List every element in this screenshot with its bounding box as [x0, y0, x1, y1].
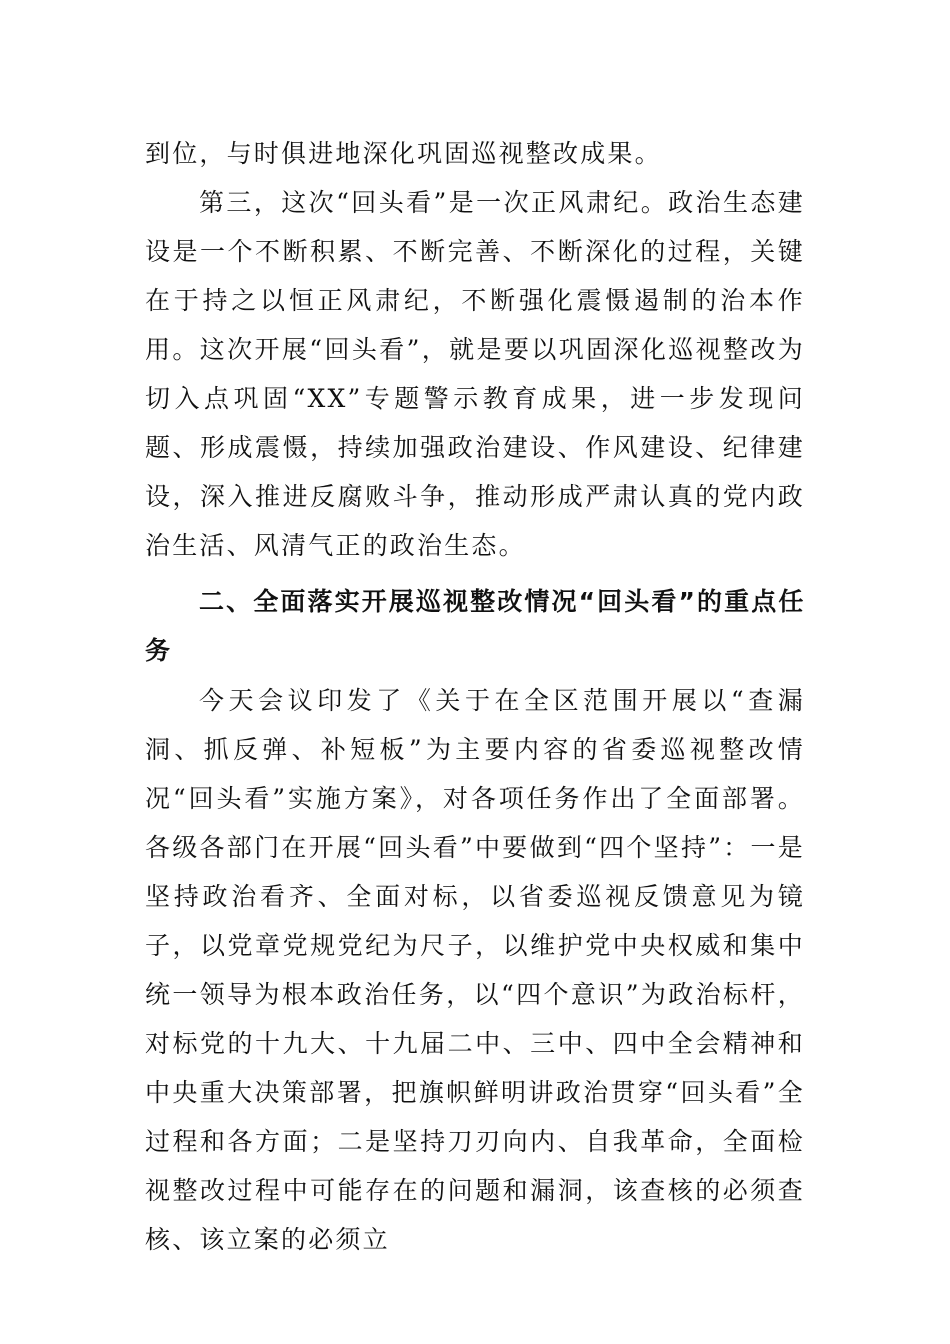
section-heading-text: 二、全面落实开展巡视整改情况“回头看”的重点任务: [145, 587, 805, 665]
paragraph-text: 到位，与时俱进地深化巩固巡视整改成果。: [145, 139, 662, 168]
paragraph-meeting-tasks: [145, 676, 805, 1264]
section-heading: [145, 577, 805, 675]
paragraph-continuation: [145, 129, 805, 178]
paragraph-text: 今天会议印发了《关于在全区范围开展以“查漏洞、抓反弹、补短板”为主要内容的省委巡视整改情况“回头看”实施方案》，对各项任务作出了全面部署。各级各部门在开展“回头看”中要做到“四个坚持”：一是坚持政治看齐、全面对标，以省委巡视反馈意见为镜子，以党章党规党纪为尺子，以维护党中央权威和集中统一领导为根本政治任务，以“四个意识”为政治标杆，对标党的十九大、十九届二中、三中、四中全会精神和中央重大决策部署，把旗帜鲜明讲政治贯穿“回头看”全过程和各方面；二是坚持刀刃向内、自我革命，全面检视整改过程中可能存在的问题和漏洞，该查核的必须查核、该立案的必须立: [145, 686, 805, 1254]
paragraph-text: 第三，这次“回头看”是一次正风肃纪。政治生态建设是一个不断积累、不断完善、不断深化的过程，关键在于持之以恒正风肃纪，不断强化震慑遏制的治本作用。这次开展“回头看”，就是要以巩固深化巡视整改为切入点巩固“XX”专题警示教育成果，进一步发现问题、形成震慑，持续加强政治建设、作风建设、纪律建设，深入推进反腐败斗争，推动形成严肃认真的党内政治生活、风清气正的政治生态。: [145, 188, 805, 560]
paragraph-third-point: [145, 178, 805, 570]
